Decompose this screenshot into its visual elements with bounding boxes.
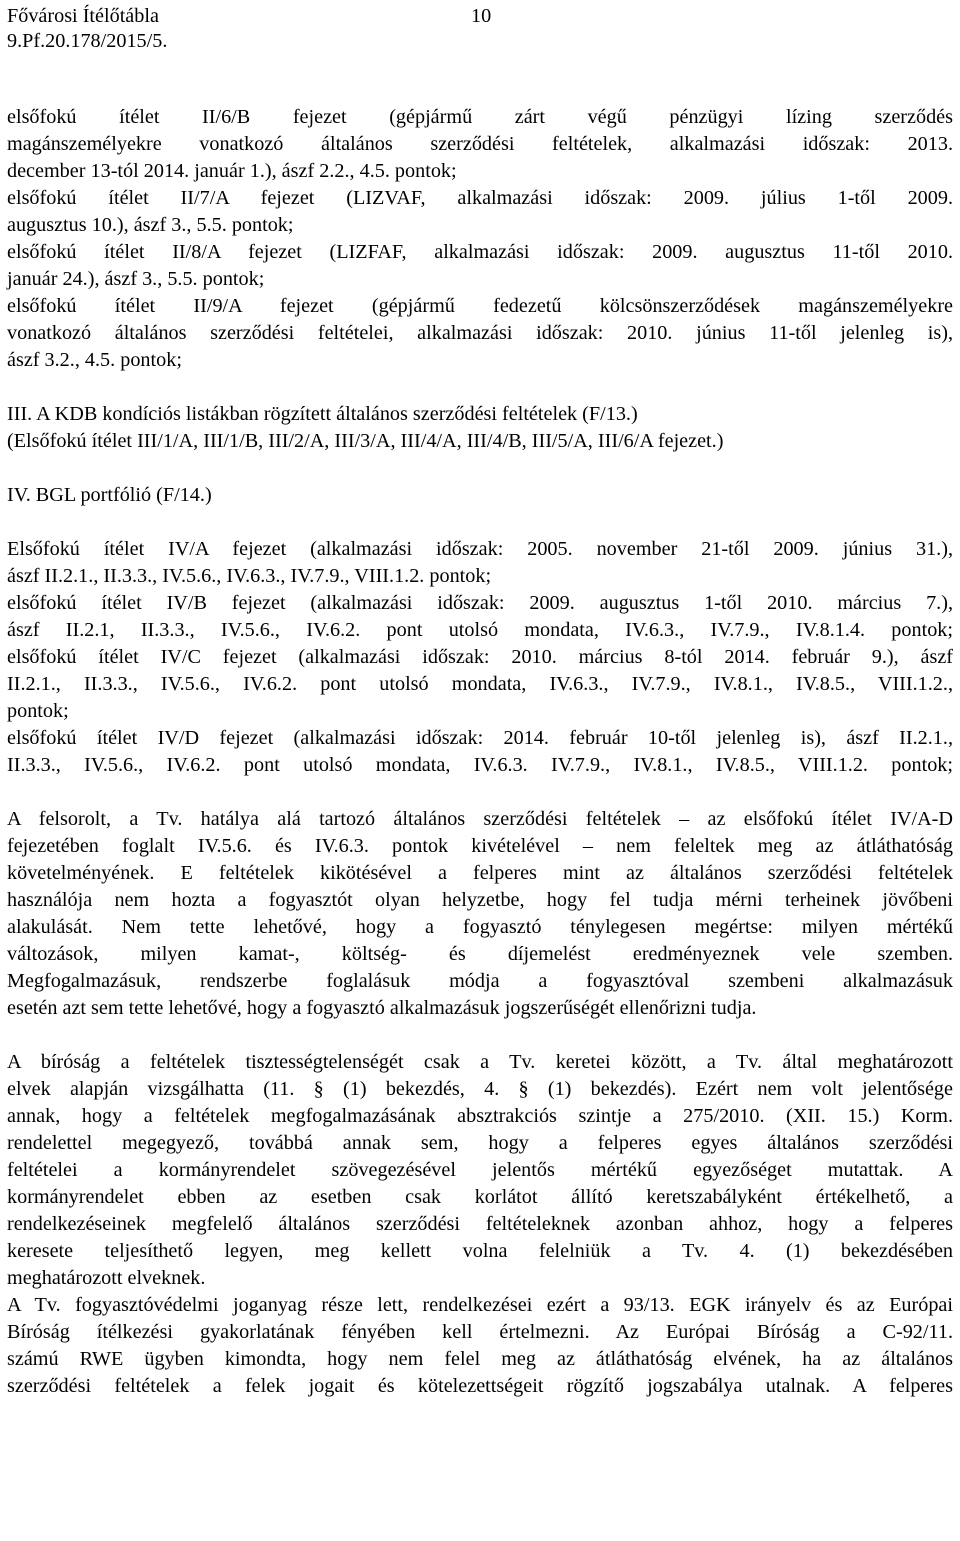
text-line: Bíróság ítélkezési gyakorlatának fényében kell értelmezni. Az Európai Bíróság a C-92/11. (7, 1321, 953, 1343)
page-header (7, 0, 953, 54)
list-item (7, 239, 953, 293)
text-line: II.3.3., IV.5.6., IV.6.2. pont utolsó mondata, IV.6.3. IV.7.9., IV.8.1., IV.8.5., VIII.1.2. pontok; (7, 754, 953, 776)
list-item (7, 185, 953, 239)
section-heading: IV. BGL portfólió (F/14.) (7, 484, 212, 506)
section-detail: (Elsőfokú ítélet III/1/A, III/1/B, III/2/A, III/3/A, III/4/A, III/4/B, III/5/A, III/6/A fejezet.) (7, 430, 724, 452)
text-line: elsőfokú ítélet II/7/A fejezet (LIZVAF, alkalmazási időszak: 2009. július 1-től 2009. (7, 187, 953, 209)
spacer (7, 1022, 953, 1049)
text-line: december 13-tól 2014. január 1.), ászf 2.2., 4.5. pontok; (7, 160, 457, 182)
list-item (7, 104, 953, 185)
text-line: II.2.1., II.3.3., IV.5.6., IV.6.2. pont utolsó mondata, IV.6.3., IV.7.9., IV.8.1., IV.8.5., VIII.1.2., (7, 673, 953, 695)
section-iv (7, 482, 953, 509)
text-line: elsőfokú ítélet II/8/A fejezet (LIZFAF, alkalmazási időszak: 2009. augusztus 11-től 2010. (7, 241, 953, 263)
text-line: feltételei a kormányrendelet szövegezésével jelentős mértékű egyezőséget mutattak. A (7, 1159, 953, 1181)
text-line: rendelettel megegyező, továbbá annak sem, hogy a felperes egyes általános szerződési (7, 1132, 953, 1154)
section-heading: III. A KDB kondíciós listákban rögzített általános szerződési feltételek (F/13.) (7, 403, 638, 425)
text-line: Megfogalmazásuk, rendszerbe foglalásuk módja a fogyasztóval szembeni alkalmazásuk (7, 970, 953, 992)
text-line: ászf II.2.1., II.3.3., IV.5.6., IV.6.3., IV.7.9., VIII.1.2. pontok; (7, 565, 492, 587)
text-line: annak, hogy a feltételek megfogalmazásának absztrakciós szintje a 275/2010. (XII. 15.) Korm. (7, 1105, 953, 1127)
text-line: vonatkozó általános szerződési feltételei, alkalmazási időszak: 2010. június 11-től jelenleg is), (7, 322, 953, 344)
text-line: kormányrendelet ebben az esetben csak korlátot állító keretszabályként értékelhető, a (7, 1186, 953, 1208)
text-line: elsőfokú ítélet II/9/A fejezet (gépjármű fedezetű kölcsönszerződések magánszemélyekre (7, 295, 953, 317)
text-line: Elsőfokú ítélet IV/A fejezet (alkalmazási időszak: 2005. november 21-től 2009. június 31.), (7, 538, 953, 560)
text-line: elsőfokú ítélet IV/B fejezet (alkalmazási időszak: 2009. augusztus 1-től 2010. március 7.), (7, 592, 953, 614)
list-item (7, 293, 953, 374)
spacer (7, 455, 953, 482)
text-line: meghatározott elveknek. (7, 1267, 206, 1289)
spacer (7, 509, 953, 536)
text-line: esetén azt sem tette lehetővé, hogy a fogyasztó alkalmazásuk jogszerűségét ellenőrizni tudja. (7, 997, 757, 1019)
text-line: keresete teljesíthető legyen, meg kellett volna felelniük a Tv. 4. (1) bekezdésében (7, 1240, 953, 1262)
text-line: pontok; (7, 700, 69, 722)
case-number: 9.Pf.20.178/2015/5. (7, 30, 168, 52)
text-line: ászf II.2.1, II.3.3., IV.5.6., IV.6.2. pont utolsó mondata, IV.6.3., IV.7.9., IV.8.1.4. pontok; (7, 619, 953, 641)
text-line: A Tv. fogyasztóvédelmi joganyag része lett, rendelkezései ezért a 93/13. EGK irányelv és az Európai (7, 1294, 953, 1316)
text-line: változások, milyen kamat-, költség- és díjemelést eredményeznek vele szemben. (7, 943, 953, 965)
text-line: ászf 3.2., 4.5. pontok; (7, 349, 182, 371)
paragraph (7, 806, 953, 1022)
text-line: rendelkezéseinek megfelelő általános szerződési feltételeknek azonban ahhoz, hogy a felperes (7, 1213, 953, 1235)
text-line: magánszemélyekre vonatkozó általános szerződési feltételek, alkalmazási időszak: 2013. (7, 133, 953, 155)
text-line: január 24.), ászf 3., 5.5. pontok; (7, 268, 265, 290)
list-ii (7, 104, 953, 374)
text-line: elsőfokú ítélet IV/D fejezet (alkalmazási időszak: 2014. február 10-től jelenleg is), ászf II.2.1., (7, 727, 953, 749)
text-line: számú RWE ügyben kimondta, hogy nem felel meg az átláthatóság elvének, ha az általános (7, 1348, 953, 1370)
text-line: szerződési feltételek a felek jogait és kötelezettségeit rögzítő jogszabálya utalnak. A felperes (7, 1375, 953, 1397)
text-line: A felsorolt, a Tv. hatálya alá tartozó általános szerződési feltételek – az elsőfokú ítélet IV/A-D (7, 808, 953, 830)
text-line: augusztus 10.), ászf 3., 5.5. pontok; (7, 214, 294, 236)
paragraph (7, 1049, 953, 1292)
text-line: alakulását. Nem tette lehetővé, hogy a fogyasztó ténylegesen megértse: milyen mértékű (7, 916, 953, 938)
document-page (7, 0, 953, 1400)
court-name: Fővárosi Ítélőtábla (7, 5, 159, 27)
list-item (7, 644, 953, 725)
text-line: fejezetében foglalt IV.5.6. és IV.6.3. pontok kivételével – nem feleltek meg az átláthatóság (7, 835, 953, 857)
spacer (7, 374, 953, 401)
text-line: elsőfokú ítélet IV/C fejezet (alkalmazási időszak: 2010. március 8-tól 2014. február 9.), ászf (7, 646, 953, 668)
text-line: elsőfokú ítélet II/6/B fejezet (gépjármű zárt végű pénzügyi lízing szerződés (7, 106, 953, 128)
spacer (7, 779, 953, 806)
spacer (7, 54, 953, 104)
list-item (7, 590, 953, 644)
text-line: A bíróság a feltételek tisztességtelenségét csak a Tv. keretei között, a Tv. által meghatározott (7, 1051, 953, 1073)
list-iv (7, 536, 953, 779)
paragraph (7, 1292, 953, 1400)
text-line: használója nem hozta a fogyasztót olyan helyzetbe, hogy fel tudja mérni terheinek jövőbeni (7, 889, 953, 911)
text-line: elvek alapján vizsgálhatta (11. § (1) bekezdés, 4. § (1) bekezdés). Ezért nem volt jelentősége (7, 1078, 953, 1100)
page-number: 10 (471, 5, 492, 27)
section-iii (7, 401, 953, 455)
text-line: követelményének. E feltételek kikötésével a felperes mint az általános szerződési feltételek (7, 862, 953, 884)
list-item (7, 725, 953, 779)
list-item (7, 536, 953, 590)
